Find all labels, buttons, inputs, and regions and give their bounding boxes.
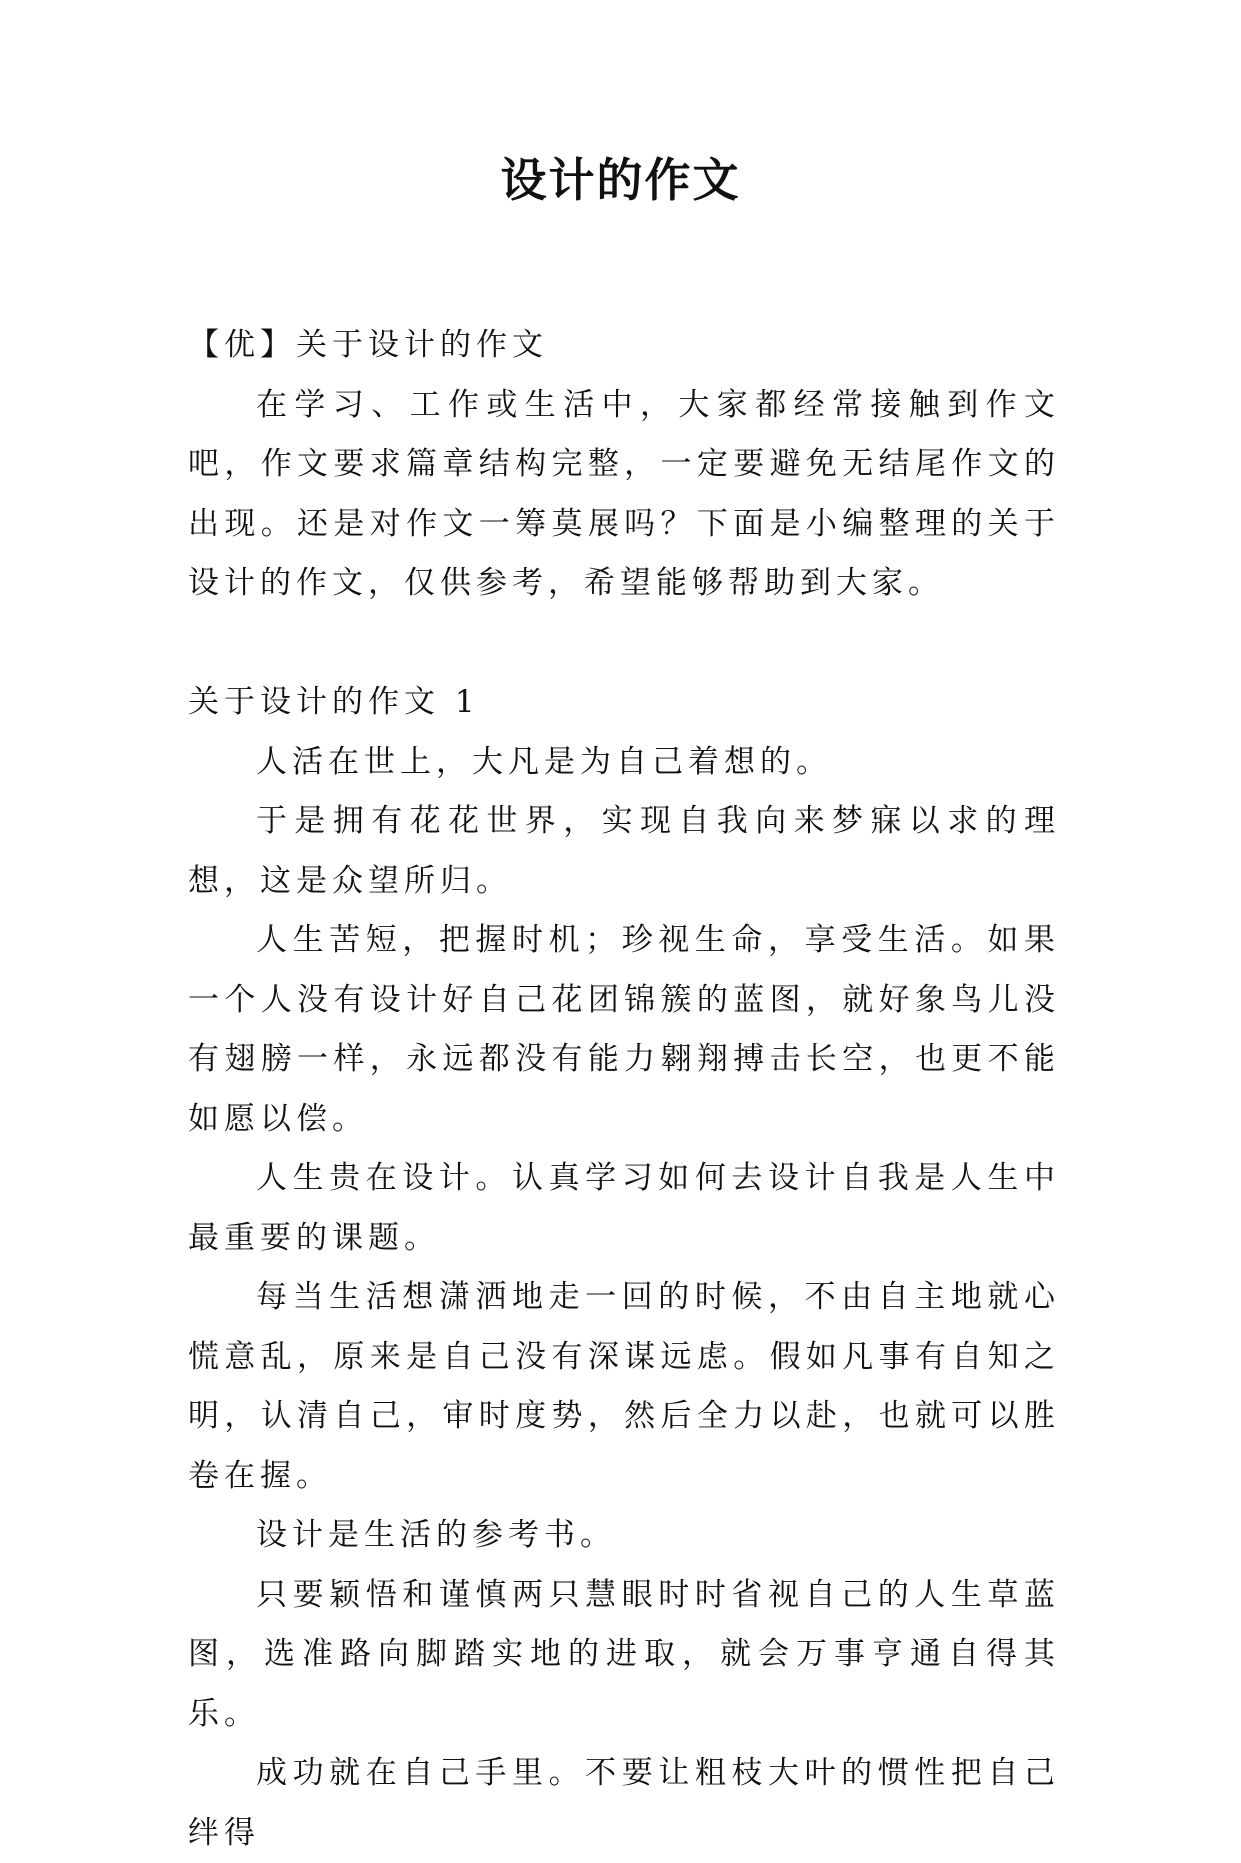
body-paragraph-3: 人生苦短，把握时机；珍视生命，享受生活。如果一个人没有设计好自己花团锦簇的蓝图，就好象鸟儿没有翅膀一样，永远都没有能力翱翔搏击长空，也更不能如愿以偿。 <box>188 922 1060 1137</box>
intro-paragraph: 在学习、工作或生活中，大家都经常接触到作文吧，作文要求篇章结构完整，一定要避免无结尾作文的出现。还是对作文一筹莫展吗？下面是小编整理的关于设计的作文，仅供参考，希望能够帮助到大家。 <box>188 386 1060 601</box>
body-paragraph-1: 人活在世上，大凡是为自己着想的。 <box>256 743 832 780</box>
body-paragraph-2: 于是拥有花花世界，实现自我向来梦寐以求的理想，这是众望所归。 <box>188 803 1060 899</box>
body-paragraph-6: 设计是生活的参考书。 <box>256 1517 616 1553</box>
document-body <box>188 316 1060 1863</box>
blank-line <box>188 614 1060 674</box>
section-heading: 关于设计的作文 1 <box>188 684 480 720</box>
document-title: 设计的作文 <box>500 153 741 207</box>
body-paragraph-5: 每当生活想潇洒地走一回的时候，不由自主地就心慌意乱，原来是自己没有深谋远虑。假如凡事有自知之明，认清自己，审时度势，然后全力以赴，也就可以胜卷在握。 <box>188 1279 1060 1494</box>
body-paragraph-7: 只要颖悟和谨慎两只慧眼时时省视自己的人生草蓝图，选准路向脚踏实地的进取，就会万事亨通自得其乐。 <box>188 1576 1060 1732</box>
document-subtitle: 【优】关于设计的作文 <box>188 327 548 363</box>
body-paragraph-8: 成功就在自己手里。不要让粗枝大叶的惯性把自己绊得 <box>188 1755 1060 1851</box>
body-paragraph-4: 人生贵在设计。认真学习如何去设计自我是人生中最重要的课题。 <box>188 1160 1060 1256</box>
